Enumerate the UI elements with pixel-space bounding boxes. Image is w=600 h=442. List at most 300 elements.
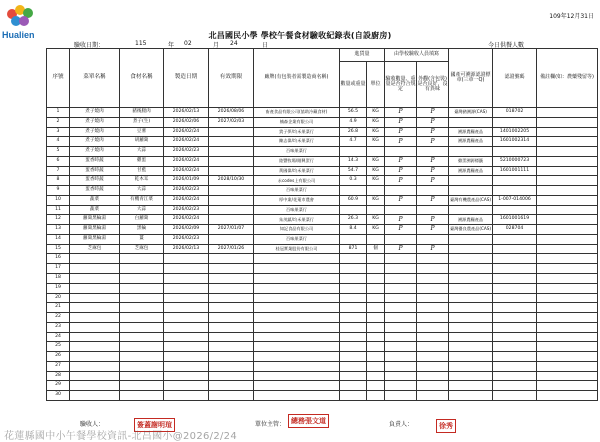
cell-empty xyxy=(417,264,449,274)
cell-exp: 2027/02/03 xyxy=(209,117,254,127)
cell-seq: 18 xyxy=(47,274,70,284)
cell-exp xyxy=(209,156,254,166)
cell-unit: KG xyxy=(367,225,385,235)
cell-c2: P xyxy=(417,166,449,176)
cell-empty xyxy=(537,264,598,274)
inspector-stamp: 簽蓋謝明瑄 xyxy=(134,418,175,432)
cell-c1: P xyxy=(385,215,417,225)
cell-c2 xyxy=(417,234,449,244)
table-row xyxy=(47,391,598,401)
cell-empty xyxy=(70,342,120,352)
cell-ingredient: 大蒜 xyxy=(120,205,164,215)
col-cert-no: 認證號碼 xyxy=(493,49,537,108)
cell-vendor: 百味果菜行 xyxy=(254,205,340,215)
cell-empty xyxy=(340,332,367,342)
cell-empty xyxy=(493,322,537,332)
cell-cert: 溯源農糧產品 xyxy=(449,137,493,147)
cell-empty xyxy=(417,254,449,264)
table-row xyxy=(47,313,598,323)
inspector-label: 驗收人： xyxy=(80,421,105,428)
cell-dish: 煮子燒肉 xyxy=(70,108,120,118)
cell-exp xyxy=(209,205,254,215)
cell-seq: 7 xyxy=(47,166,70,176)
cell-cert xyxy=(449,176,493,186)
cell-empty xyxy=(493,342,537,352)
cell-empty xyxy=(449,361,493,371)
cell-empty xyxy=(254,332,340,342)
cell-qty xyxy=(340,234,367,244)
cell-ingredient: 黑輪 xyxy=(120,225,164,235)
col-vendor: 廠牌(有包裝者需製造商名稱) xyxy=(254,49,340,108)
cell-exp: 2028/10/30 xyxy=(209,176,254,186)
cell-empty xyxy=(417,303,449,313)
cell-empty xyxy=(385,361,417,371)
cell-ingredient: 大蒜 xyxy=(120,186,164,196)
servings-label: 今日供餐人數 xyxy=(488,42,525,49)
cell-empty xyxy=(164,322,209,332)
cell-vendor: 畜產食品有限公司(協助冷藏食材) xyxy=(254,108,340,118)
cell-cert: 臺灣優良農產品(CAS) xyxy=(449,225,493,235)
cell-cert: 臺灣豬溯源(CAS) xyxy=(449,108,493,118)
cell-empty xyxy=(417,371,449,381)
cell-empty xyxy=(254,303,340,313)
cell-dish: 蛋香時蔬 xyxy=(70,166,120,176)
inspect-date-label: 驗收日期： xyxy=(74,42,105,49)
cell-empty xyxy=(449,332,493,342)
cell-remark xyxy=(537,176,598,186)
cell-empty xyxy=(254,293,340,303)
cell-empty xyxy=(493,361,537,371)
cell-empty xyxy=(449,293,493,303)
cell-mfg: 2026/02/24 xyxy=(164,137,209,147)
col-unit: 單位 xyxy=(367,62,385,108)
cell-dish: 蔬菜 xyxy=(70,195,120,205)
cell-c1: P xyxy=(385,108,417,118)
cell-dish: 蘿蔔黑輪湯 xyxy=(70,234,120,244)
table-row xyxy=(47,117,598,127)
cell-remark xyxy=(537,166,598,176)
cell-certno: 5210000723 xyxy=(493,156,537,166)
cell-seq: 23 xyxy=(47,322,70,332)
cell-empty xyxy=(120,274,164,284)
supervisor-label: 單位主管： xyxy=(255,421,286,428)
cell-qty xyxy=(340,186,367,196)
cell-remark xyxy=(537,244,598,254)
cell-certno: 1601001619 xyxy=(493,215,537,225)
cell-empty xyxy=(493,293,537,303)
cell-empty xyxy=(254,352,340,362)
cell-ingredient: 甘藍 xyxy=(120,166,164,176)
cell-dish: 蛋香時蔬 xyxy=(70,186,120,196)
cell-empty xyxy=(417,283,449,293)
cell-vendor: 厚中業/花蓮市農會 xyxy=(254,195,340,205)
cell-certno: 1601002314 xyxy=(493,137,537,147)
table-row xyxy=(47,371,598,381)
cell-empty xyxy=(209,313,254,323)
page-date: 109年12月31日 xyxy=(549,13,594,20)
cell-cert: 溯源農糧產品 xyxy=(449,166,493,176)
cell-empty xyxy=(340,313,367,323)
cell-empty xyxy=(209,381,254,391)
cell-empty xyxy=(537,283,598,293)
cell-empty xyxy=(209,303,254,313)
cell-unit: KG xyxy=(367,117,385,127)
cell-vendor: 楠森企業有限公司 xyxy=(254,117,340,127)
cell-exp xyxy=(209,166,254,176)
inspect-day-unit: 日 xyxy=(262,42,269,49)
cell-exp xyxy=(209,127,254,137)
cell-empty xyxy=(164,361,209,371)
cell-empty xyxy=(417,352,449,362)
cell-empty xyxy=(209,391,254,401)
cell-qty: 8.4 xyxy=(340,225,367,235)
cell-certno: 1601001111 xyxy=(493,166,537,176)
cell-mfg: 2026/02/23 xyxy=(164,234,209,244)
cell-seq: 3 xyxy=(47,127,70,137)
cell-exp: 2027/01/26 xyxy=(209,244,254,254)
cell-unit xyxy=(367,205,385,215)
cell-empty xyxy=(340,352,367,362)
cell-empty xyxy=(164,313,209,323)
col-check-look: 外觀(含包裝)是否良好，沒有異味 xyxy=(417,62,449,108)
table-row xyxy=(47,234,598,244)
table-row xyxy=(47,166,598,176)
cell-seq: 13 xyxy=(47,225,70,235)
cell-empty xyxy=(417,313,449,323)
cell-empty xyxy=(367,313,385,323)
cell-empty xyxy=(493,381,537,391)
cell-cert: 溯源農糧產品 xyxy=(449,215,493,225)
cell-empty xyxy=(417,274,449,284)
cell-vendor: 知記食品有限公司 xyxy=(254,225,340,235)
col-qty-group: 進貨量 xyxy=(340,49,385,62)
cell-mfg: 2026/02/23 xyxy=(164,205,209,215)
col-mfg-date: 製造日期 xyxy=(164,49,209,108)
cell-empty xyxy=(367,361,385,371)
cell-dish: 煮子燒肉 xyxy=(70,117,120,127)
cell-empty xyxy=(493,264,537,274)
cell-vendor: 黃國偉/均禾果菜行 xyxy=(254,166,340,176)
cell-dish: 蛋香時蔬 xyxy=(70,156,120,166)
cell-empty xyxy=(537,254,598,264)
cell-empty xyxy=(449,264,493,274)
cell-seq: 21 xyxy=(47,303,70,313)
cell-qty: 0.3 xyxy=(340,176,367,186)
cell-seq: 24 xyxy=(47,332,70,342)
cell-empty xyxy=(340,264,367,274)
table-row xyxy=(47,283,598,293)
cell-empty xyxy=(367,381,385,391)
cell-c1: P xyxy=(385,225,417,235)
cell-qty: 4.7 xyxy=(340,137,367,147)
col-check-group: 由學校驗收人員填寫 xyxy=(385,49,449,62)
cell-c1: P xyxy=(385,156,417,166)
cell-vendor: 桂冠實業股份有限公司 xyxy=(254,244,340,254)
logo-text: Hualien xyxy=(2,30,35,40)
cell-empty xyxy=(417,361,449,371)
cell-remark xyxy=(537,137,598,147)
cell-empty xyxy=(493,391,537,401)
cell-seq: 16 xyxy=(47,254,70,264)
cell-empty xyxy=(254,274,340,284)
table-row xyxy=(47,244,598,254)
cell-empty xyxy=(164,371,209,381)
cell-empty xyxy=(449,342,493,352)
cell-mfg: 2026/02/24 xyxy=(164,156,209,166)
table-row xyxy=(47,352,598,362)
cell-empty xyxy=(120,371,164,381)
supervisor-stamp: 總務張文道 xyxy=(288,414,329,428)
cell-empty xyxy=(385,332,417,342)
cell-empty xyxy=(209,342,254,352)
cell-empty xyxy=(537,303,598,313)
cell-empty xyxy=(385,371,417,381)
cell-empty xyxy=(493,303,537,313)
cell-mfg: 2026/02/23 xyxy=(164,186,209,196)
cell-empty xyxy=(537,293,598,303)
cell-empty xyxy=(164,381,209,391)
cell-mfg: 2026/02/24 xyxy=(164,127,209,137)
cell-ingredient: 芝麻包 xyxy=(120,244,164,254)
cell-empty xyxy=(209,361,254,371)
cell-seq: 17 xyxy=(47,264,70,274)
cell-empty xyxy=(340,391,367,401)
cell-mfg: 2026/02/24 xyxy=(164,215,209,225)
cell-qty: 26.3 xyxy=(340,215,367,225)
cell-dish: 蘿蔔黑輪湯 xyxy=(70,225,120,235)
cell-empty xyxy=(340,283,367,293)
cell-remark xyxy=(537,215,598,225)
cell-empty xyxy=(254,342,340,352)
cell-empty xyxy=(164,283,209,293)
record-table-frame xyxy=(46,48,597,416)
cell-certno xyxy=(493,117,537,127)
cell-c2: P xyxy=(417,225,449,235)
cell-ingredient: 雞蛋 xyxy=(120,156,164,166)
cell-empty xyxy=(209,274,254,284)
record-rows xyxy=(47,108,598,401)
cell-unit: KG xyxy=(367,176,385,186)
cell-seq: 1 xyxy=(47,108,70,118)
cell-empty xyxy=(70,361,120,371)
cell-empty xyxy=(537,342,598,352)
cell-unit xyxy=(367,147,385,157)
cell-unit: KG xyxy=(367,108,385,118)
cell-empty xyxy=(120,313,164,323)
responsible-label: 負責人： xyxy=(389,421,414,428)
cell-empty xyxy=(209,293,254,303)
cell-empty xyxy=(385,264,417,274)
cell-empty xyxy=(493,371,537,381)
cell-empty xyxy=(367,371,385,381)
cell-c1: P xyxy=(385,137,417,147)
inspect-day: 24 xyxy=(230,40,238,47)
cell-empty xyxy=(164,254,209,264)
cell-c2 xyxy=(417,147,449,157)
responsible-stamp: 徐秀 xyxy=(436,419,456,433)
cell-empty xyxy=(164,391,209,401)
cell-c1: P xyxy=(385,195,417,205)
cell-certno xyxy=(493,244,537,254)
cell-empty xyxy=(449,303,493,313)
inspect-year-unit: 年 xyxy=(168,42,175,49)
cell-certno: 1-007-014006 xyxy=(493,195,537,205)
table-row xyxy=(47,147,598,157)
cell-empty xyxy=(449,313,493,323)
table-row xyxy=(47,381,598,391)
cell-empty xyxy=(493,274,537,284)
cell-empty xyxy=(70,283,120,293)
cell-empty xyxy=(417,332,449,342)
cell-remark xyxy=(537,225,598,235)
cell-remark xyxy=(537,117,598,127)
cell-empty xyxy=(385,293,417,303)
cell-empty xyxy=(340,361,367,371)
cell-empty xyxy=(537,371,598,381)
cell-empty xyxy=(385,352,417,362)
cell-empty xyxy=(449,274,493,284)
cell-unit: KG xyxy=(367,166,385,176)
cell-empty xyxy=(385,303,417,313)
cell-qty xyxy=(340,205,367,215)
cell-empty xyxy=(449,391,493,401)
cell-unit: KG xyxy=(367,156,385,166)
cell-qty: 26.8 xyxy=(340,127,367,137)
cell-empty xyxy=(70,371,120,381)
cell-empty xyxy=(340,303,367,313)
cell-empty xyxy=(367,264,385,274)
cell-dish: 蛋香時蔬 xyxy=(70,176,120,186)
cell-cert xyxy=(449,244,493,254)
table-row xyxy=(47,254,598,264)
cell-empty xyxy=(340,293,367,303)
cell-empty xyxy=(120,361,164,371)
cell-c2: P xyxy=(417,156,449,166)
cell-empty xyxy=(70,264,120,274)
cell-qty: 56.5 xyxy=(340,108,367,118)
cell-empty xyxy=(120,254,164,264)
cell-exp xyxy=(209,186,254,196)
cell-certno xyxy=(493,147,537,157)
cell-empty xyxy=(70,391,120,401)
cell-empty xyxy=(120,303,164,313)
cell-seq: 12 xyxy=(47,215,70,225)
cell-ingredient: 豬後腿肉 xyxy=(120,108,164,118)
cell-c2: P xyxy=(417,127,449,137)
cell-c2: P xyxy=(417,195,449,205)
cell-empty xyxy=(164,274,209,284)
cell-mfg: 2026/02/23 xyxy=(164,147,209,157)
cell-empty xyxy=(254,322,340,332)
cell-dish: 蘿蔔黑輪湯 xyxy=(70,215,120,225)
cell-seq: 26 xyxy=(47,352,70,362)
col-exp-date: 有效期限 xyxy=(209,49,254,108)
cell-empty xyxy=(385,322,417,332)
cell-ingredient: 豆薯 xyxy=(120,127,164,137)
cell-empty xyxy=(367,322,385,332)
cell-empty xyxy=(340,381,367,391)
cell-seq: 6 xyxy=(47,156,70,166)
cell-unit: KG xyxy=(367,127,385,137)
cell-remark xyxy=(537,234,598,244)
cell-ingredient: 乾木耳 xyxy=(120,176,164,186)
cell-empty xyxy=(209,283,254,293)
cell-empty xyxy=(340,342,367,352)
cell-c1 xyxy=(385,234,417,244)
cell-empty xyxy=(493,283,537,293)
cell-mfg: 2026/02/24 xyxy=(164,195,209,205)
cell-empty xyxy=(254,361,340,371)
table-row xyxy=(47,332,598,342)
cell-seq: 5 xyxy=(47,147,70,157)
cell-seq: 29 xyxy=(47,381,70,391)
table-row xyxy=(47,225,598,235)
cell-vendor: 貴子夢/均禾果菜行 xyxy=(254,127,340,137)
cell-empty xyxy=(449,381,493,391)
cell-empty xyxy=(367,274,385,284)
cell-empty xyxy=(417,342,449,352)
cell-empty xyxy=(367,342,385,352)
table-row xyxy=(47,293,598,303)
cell-c2 xyxy=(417,186,449,196)
cell-vendor: 永codes上有限公司 xyxy=(254,176,340,186)
cell-empty xyxy=(120,352,164,362)
cell-exp xyxy=(209,147,254,157)
cell-empty xyxy=(537,381,598,391)
cell-vendor: 陳志偉/均禾果菜行 xyxy=(254,137,340,147)
cell-empty xyxy=(209,264,254,274)
cell-empty xyxy=(367,352,385,362)
cell-vendor: 陸豐牧場/賭興蛋行 xyxy=(254,156,340,166)
inspect-month: 02 xyxy=(184,40,192,47)
cell-empty xyxy=(254,254,340,264)
cell-empty xyxy=(70,322,120,332)
cell-mfg: 2026/02/13 xyxy=(164,108,209,118)
table-row xyxy=(47,137,598,147)
cell-c1 xyxy=(385,147,417,157)
inspect-year: 115 xyxy=(135,40,147,47)
cell-mfg: 2026/02/13 xyxy=(164,244,209,254)
table-row xyxy=(47,186,598,196)
cell-empty xyxy=(164,352,209,362)
cell-unit xyxy=(367,234,385,244)
cell-unit: 個 xyxy=(367,244,385,254)
cell-empty xyxy=(417,293,449,303)
cell-ingredient: 大蒜 xyxy=(120,147,164,157)
cell-empty xyxy=(120,332,164,342)
cell-empty xyxy=(120,381,164,391)
cell-empty xyxy=(70,303,120,313)
cell-empty xyxy=(417,381,449,391)
cell-vendor: 百味果菜行 xyxy=(254,147,340,157)
cell-cert xyxy=(449,117,493,127)
cell-c1 xyxy=(385,186,417,196)
cell-empty xyxy=(340,322,367,332)
cell-mfg: 2026/01/09 xyxy=(164,176,209,186)
cell-certno xyxy=(493,234,537,244)
cell-empty xyxy=(254,391,340,401)
cell-cert xyxy=(449,205,493,215)
cell-certno: 028704 xyxy=(493,225,537,235)
watermark: 花蓮縣國中小午餐學校資訊-北昌國小@2026/2/24 xyxy=(4,431,237,442)
cell-c1 xyxy=(385,205,417,215)
cell-dish: 煮子燒肉 xyxy=(70,127,120,137)
cell-seq: 28 xyxy=(47,371,70,381)
cell-empty xyxy=(164,342,209,352)
cell-empty xyxy=(70,254,120,264)
cell-empty xyxy=(449,254,493,264)
cell-empty xyxy=(367,293,385,303)
